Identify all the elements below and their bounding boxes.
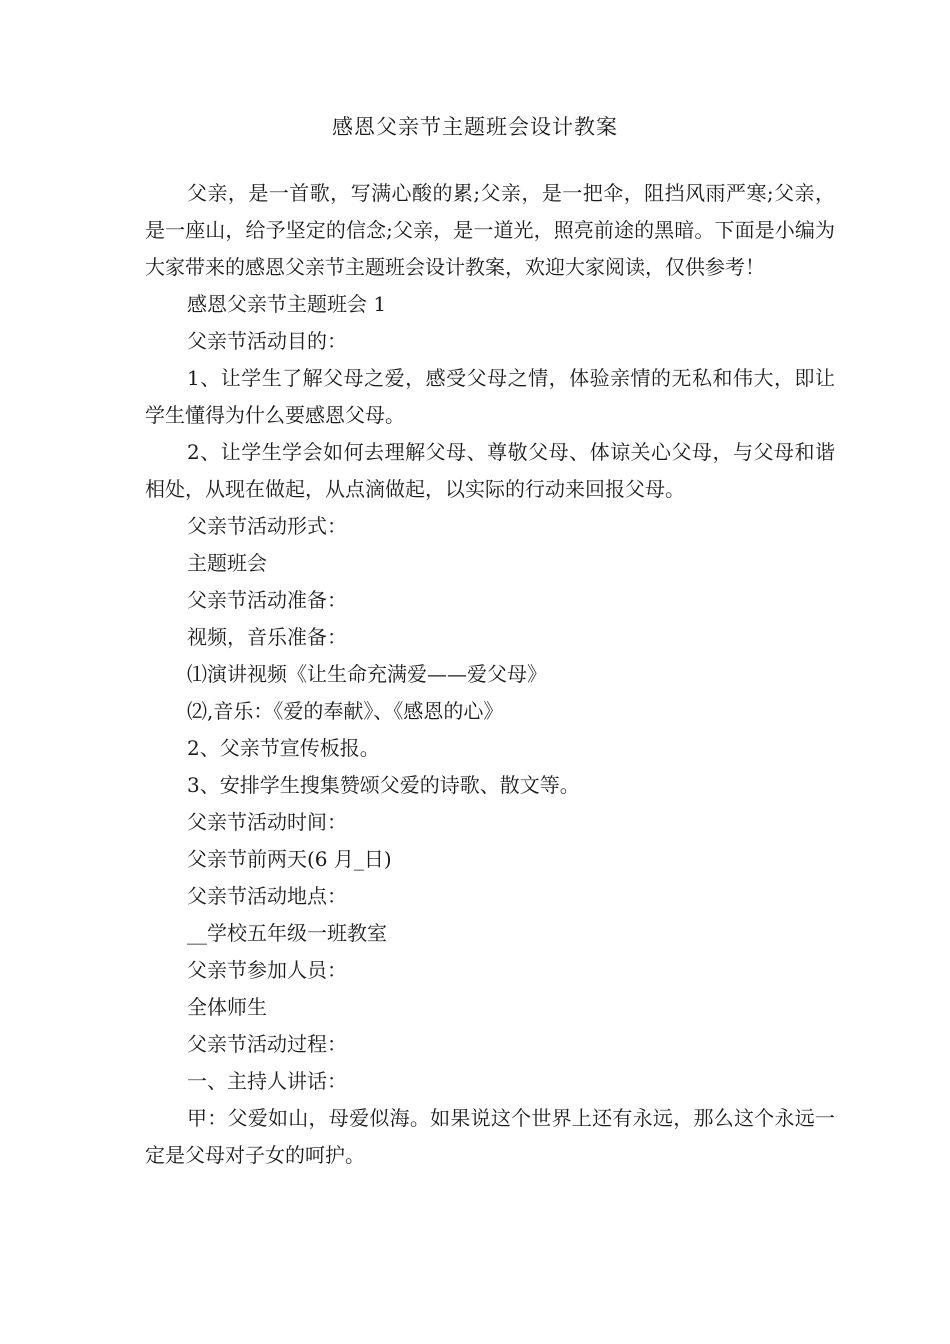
paragraph-participants-value: 全体师生 [187, 995, 267, 1019]
paragraph-place-label: 父亲节活动地点： [187, 884, 347, 908]
paragraph-speech-a: 甲：父爱如山，母爱似海。如果说这个世界上还有永远，那么这个永远一定是父母对子女的呵护。 [145, 1106, 835, 1167]
paragraph-intro: 父亲，是一首歌，写满心酸的累;父亲，是一把伞，阻挡风雨严寒;父亲，是一座山，给予坚定的信念;父亲，是一道光，照亮前途的黑暗。下面是小编为大家带来的感恩父亲节主题班会设计教案，欢迎大家阅读，仅供参考！ [145, 181, 835, 279]
paragraph-place-value: __学校五年级一班教室 [187, 921, 387, 945]
document-title: 感恩父亲节主题班会设计教案 [332, 115, 618, 139]
document-body [145, 175, 835, 1174]
paragraph-process-label: 父亲节活动过程： [187, 1032, 347, 1056]
paragraph-prep-label: 父亲节活动准备： [187, 588, 347, 612]
paragraph-form-value: 主题班会 [187, 551, 267, 575]
paragraph-purpose-2: 2、让学生学会如何去理解父母、尊敬父母、体谅关心父母，与父母和谐相处，从现在做起，从点滴做起，以实际的行动来回报父母。 [145, 440, 835, 501]
paragraph-time-value: 父亲节前两天(6 月_日) [187, 847, 392, 871]
paragraph-time-label: 父亲节活动时间： [187, 810, 347, 834]
paragraph-section-heading: 感恩父亲节主题班会 1 [187, 292, 387, 316]
paragraph-form-label: 父亲节活动形式： [187, 514, 347, 538]
paragraph-prep-collect: 3、安排学生搜集赞颂父爱的诗歌、散文等。 [187, 773, 580, 797]
paragraph-prep-media: 视频，音乐准备： [187, 625, 347, 649]
paragraph-prep-video: ⑴演讲视频《让生命充满爱——爱父母》 [187, 662, 547, 686]
paragraph-host-speech: 一、主持人讲话： [187, 1069, 347, 1093]
paragraph-purpose-1: 1、让学生了解父母之爱，感受父母之情，体验亲情的无私和伟大，即让学生懂得为什么要感恩父母。 [145, 366, 835, 427]
paragraph-prep-board: 2、父亲节宣传板报。 [187, 736, 380, 760]
paragraph-participants-label: 父亲节参加人员： [187, 958, 347, 982]
paragraph-prep-music: ⑵,音乐：《爱的奉献》、《感恩的心》 [187, 699, 504, 723]
paragraph-purpose-label: 父亲节活动目的： [187, 329, 347, 353]
